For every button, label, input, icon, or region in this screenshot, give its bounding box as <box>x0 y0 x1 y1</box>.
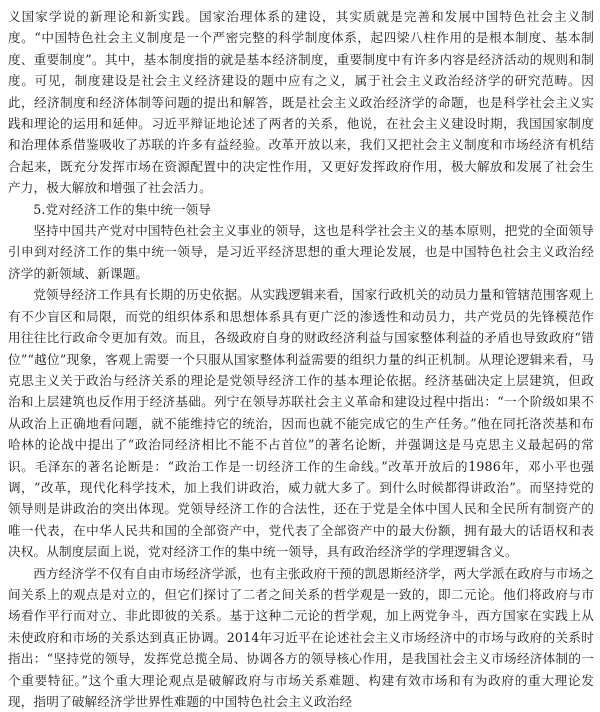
paragraph-western-economics: 西方经济学不仅有自由市场经济学派，也有主张政府干预的凯恩斯经济学，两大学派在政府与市场之间关系上的观点是对立的，但它们探讨了二者之间关系的哲学观是一致的，即二元论。他们将政府与市场看作平行而对立、非此即彼的关系。基于这种二元论的哲学观，加上两党争斗，西方国家在实践上从未使政府和市场的关系达到真正协调。2014年习近平在论述社会主义市场经济中的市场与政府的关系时指出：“坚持党的领导，发挥党总揽全局、协调各方的领导核心作用，是我国社会主义市场经济体制的一个重要特征。”这个重大理论观点是破解政府与市场关系难题、构建有效市场和有为政府的重大理论发现，指明了破解经济学世界性难题的中国特色社会主义政治经 <box>8 565 594 709</box>
paragraph-party-leadership: 坚持中国共产党对中国特色社会主义事业的领导，这也是科学社会主义的基本原则，把党的全面领导引申到对经济工作的集中统一领导，是习近平经济思想的重大理论发展，也是中国特色社会主义政治经济学的新领域、新课题。 <box>8 223 594 281</box>
section-heading-5: 5.党对经济工作的集中统一领导 <box>33 201 212 217</box>
paragraph-historical-basis: 党领导经济工作具有长期的历史依据。从实践逻辑来看，国家行政机关的动员力量和管辖范围客观上有不少盲区和局限，而党的组织体系和思想体系具有更广泛的渗透性和动员力，共产党员的先锋模范作用往往比行政命令更加有效。而且，各级政府自身的财政经济利益与国家整体利益的矛盾也导致政府“错位”“越位”现象，客观上需要一个只服从国家整体利益需要的组织力量的纠正机制。从理论逻辑来看，马克思主义关于政治与经济关系的理论是党领导经济工作的基本理论依据。经济基础决定上层建筑，但政治和上层建筑也反作用于经济基础。列宁在领导苏联社会主义革命和建设过程中指出：“一个阶级如果不从政治上正确地看问题，就不能维持它的统治，因而也就不能完成它的生产任务。”他在同托洛茨基和布哈林的论战中提出了“政治同经济相比不能不占首位”的著名论断，并强调这是马克思主义最起码的常识。毛泽东的著名论断是：“政治工作是一切经济工作的生命线。”改革开放后的1986年，邓小平也强调，“改革，现代化科学技术，加上我们讲政治，威力就大多了。到什么时候都得讲政治”。而坚持党的领导则是讲政治的突出体现。党领导经济工作的合法性，还在于党是全体中国人民和全民所有制资产的唯一代表，在中华人民共和国的全部资产中，党代表了全部资产中的最大份额，拥有最大的话语权和表决权。从制度层面上说，党对经济工作的集中统一领导，具有政治经济学的学理逻辑含义。 <box>8 287 594 560</box>
paragraph-state-system: 义国家学说的新理论和新实践。国家治理体系的建设，其实质就是完善和发展中国特色社会主义制度。“中国特色社会主义制度是一个严密完整的科学制度体系，起四梁八柱作用的是根本制度、基本制度、重要制度”。其中，基本制度指的就是基本经济制度，重要制度中有许多内容是经济活动的规则和制度。可见，制度建设是社会主义经济建设的题中应有之义，属于社会主义政治经济学的研究范畴。因此，经济制度和经济体制等问题的提出和解答，既是社会主义政治经济学的命题，也是科学社会主义实践和理论的运用和延伸。习近平辩证地论述了两者的关系，他说，在社会主义建设时期，我国国家制度和治理体系借鉴吸收了苏联的许多有益经验。改革开放以来，我们又把社会主义制度和市场经济有机结合起来，既充分发挥市场在资源配置中的决定性作用，又更好发挥政府作用，极大解放和发展了社会生产力，极大解放和增强了社会活力。 <box>8 9 594 196</box>
